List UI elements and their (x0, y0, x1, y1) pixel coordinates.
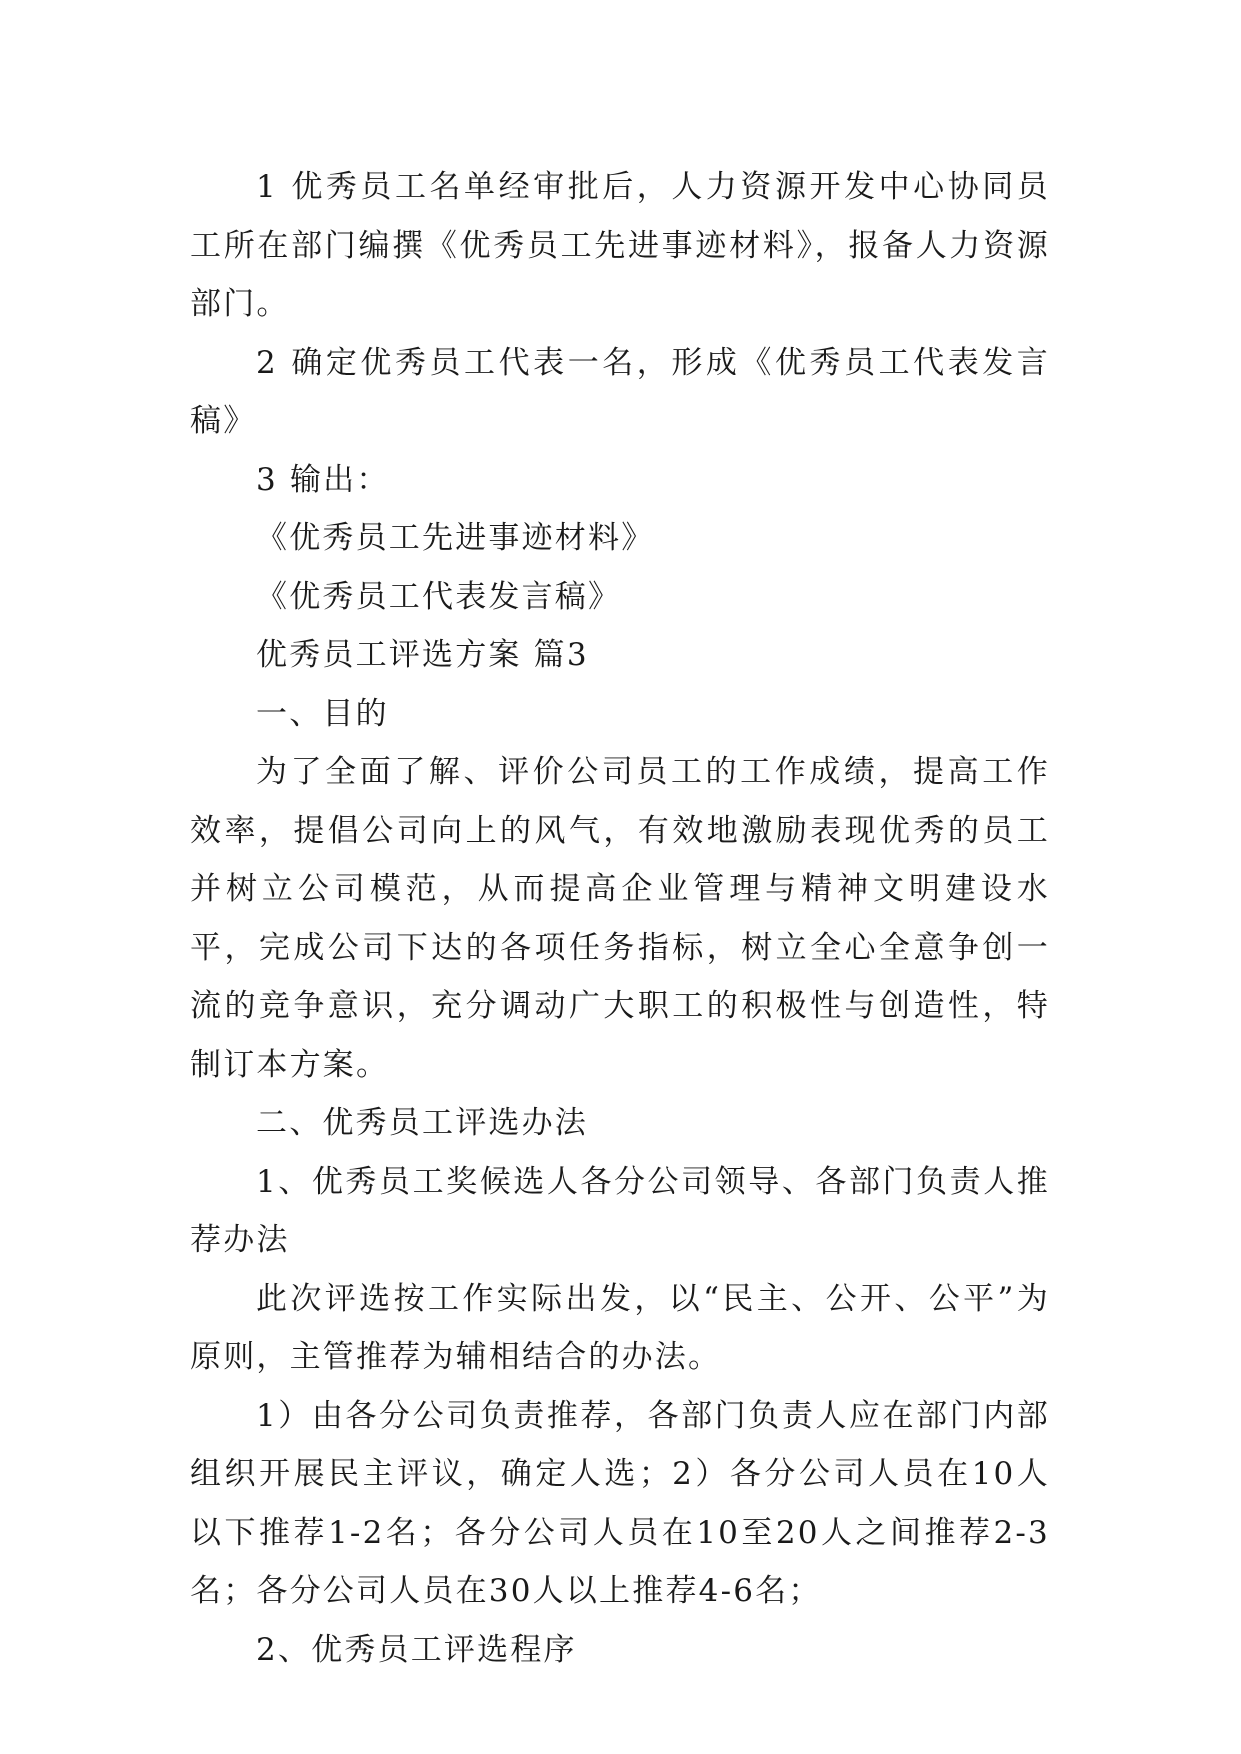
document-body (190, 158, 1050, 1679)
paragraph-approval: 1 优秀员工名单经审批后，人力资源开发中心协同员工所在部门编撰《优秀员工先进事迹材料》，报备人力资源部门。 (190, 169, 1050, 322)
paragraph-principle: 此次评选按工作实际出发，以“民主、公开、公平”为原则，主管推荐为辅相结合的办法。 (190, 1280, 1050, 1375)
paragraph-procedure-heading: 2、优秀员工评选程序 (256, 1631, 577, 1668)
paragraph-output-item-1: 《优秀员工先进事迹材料》 (256, 520, 655, 556)
paragraph-output-heading: 3 输出： (256, 461, 390, 498)
heading-purpose: 一、目的 (256, 695, 389, 732)
heading-method: 二、优秀员工评选办法 (256, 1105, 588, 1141)
paragraph-representative: 2 确定优秀员工代表一名，形成《优秀员工代表发言稿》 (190, 344, 1050, 439)
paragraph-quota: 1）由各分公司负责推荐，各部门负责人应在部门内部组织开展民主评议，确定人选；2）各分公司人员在10人以下推荐1-2名；各分公司人员在10至20人之间推荐2-3名；各分公司人员在30人以上推荐4-6名； (190, 1397, 1050, 1609)
paragraph-output-item-2: 《优秀员工代表发言稿》 (256, 578, 622, 615)
paragraph-purpose: 为了全面了解、评价公司员工的工作成绩，提高工作效率，提倡公司向上的风气，有效地激励表现优秀的员工并树立公司模范，从而提高企业管理与精神文明建设水平，完成公司下达的各项任务指标，树立全心全意争创一流的竞争意识，充分调动广大职工的积极性与创造性，特制订本方案。 (190, 754, 1050, 1083)
paragraph-method-1: 1、优秀员工奖候选人各分公司领导、各部门负责人推荐办法 (190, 1163, 1050, 1258)
section-title: 优秀员工评选方案 篇3 (256, 637, 589, 673)
